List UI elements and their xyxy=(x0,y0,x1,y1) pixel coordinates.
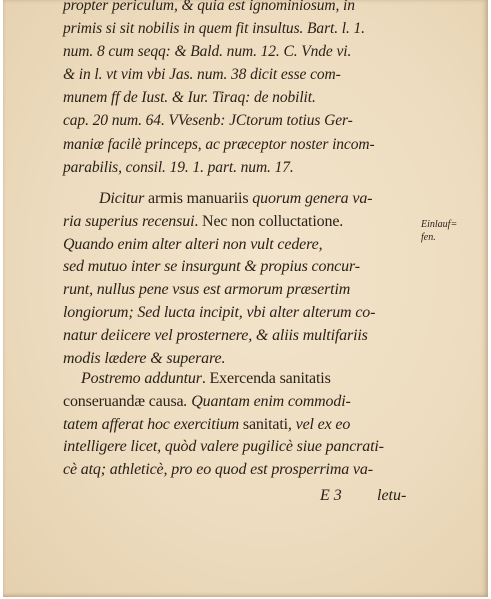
margin-note xyxy=(421,218,457,244)
catchword: letu- xyxy=(377,487,407,504)
signature-mark: E 3 xyxy=(320,487,342,504)
text-segment: intelligere licet, quòd valere pugilicè siue pancrati- xyxy=(63,438,384,456)
text-line xyxy=(63,436,384,459)
footnote-line: propter periculum, & quia est ignominiosum, in xyxy=(63,0,355,14)
footnote-line: parabilis, consil. 19. 1. part. num. 17. xyxy=(63,158,294,176)
text-segment: cè atq; athleticè, pro eo quod est prosperrima va- xyxy=(63,461,373,479)
footnote-line: maniæ facilè princeps, ac præceptor noster incom- xyxy=(63,135,375,153)
text-line xyxy=(63,414,384,437)
text-segment: sanitati xyxy=(242,415,288,433)
paragraph-postremo xyxy=(63,368,384,482)
text-segment: conseruandæ causa xyxy=(63,392,184,410)
text-segment: . Exercenda sanitatis xyxy=(201,370,331,387)
paragraph-dicitur xyxy=(63,188,375,370)
text-segment: modis lædere & superare. xyxy=(63,349,226,367)
text-segment: sed mutuo inter se insurgunt & propius concur- xyxy=(63,258,360,276)
text-line xyxy=(63,348,375,371)
footnote-line: primis si sit nobilis in quem fit insultus. Bart. l. 1. xyxy=(63,20,365,38)
text-segment: , vel ex eo xyxy=(287,415,351,433)
footnote-line: cap. 20 num. 64. VVesenb: JCtorum totius Ger- xyxy=(63,112,353,130)
text-line xyxy=(63,188,375,211)
footnote-line: munem ff de Iust. & Iur. Tiraq: de nobilit. xyxy=(63,89,316,107)
text-segment: . Nec non colluctatione. xyxy=(194,212,344,230)
page-footer xyxy=(0,487,491,511)
text-line xyxy=(63,368,384,391)
text-segment: . Quantam enim commodi- xyxy=(183,392,351,410)
text-segment: Quando enim alter alteri non vult cedere, xyxy=(63,235,323,253)
footnote-line: num. 8 cum seqq: & Bald. num. 12. C. Vnde vi. xyxy=(63,43,352,61)
text-line xyxy=(63,302,375,325)
margin-note-line: fen. xyxy=(421,232,436,243)
text-line xyxy=(63,211,375,234)
text-segment: armis manuariis xyxy=(144,190,253,207)
text-segment: longiorum; Sed lucta incipit, vbi alter alterum co- xyxy=(63,303,376,321)
text-line xyxy=(63,391,384,414)
margin-note-line: Einlauf= xyxy=(421,219,458,230)
text-segment: runt, nullus pene vsus est armorum præsertim xyxy=(63,281,351,299)
text-segment: ria superius recensui xyxy=(63,212,195,230)
text-segment: quorum genera va- xyxy=(252,190,373,207)
footnote-line: & in l. vt vim vbi Jas. num. 38 dicit esse com- xyxy=(63,66,341,84)
text-line xyxy=(63,325,375,348)
text-line xyxy=(63,459,384,482)
footnote-block xyxy=(63,0,375,179)
text-line xyxy=(63,279,375,302)
text-segment: tatem afferat hoc exercitium xyxy=(63,415,243,433)
text-segment: natur deiicere vel prosternere, & aliis multifariis xyxy=(63,326,368,344)
text-line xyxy=(63,256,375,279)
text-line xyxy=(63,234,375,257)
text-segment: Dicitur xyxy=(99,190,145,207)
text-segment: Postremo adduntur xyxy=(81,370,202,387)
